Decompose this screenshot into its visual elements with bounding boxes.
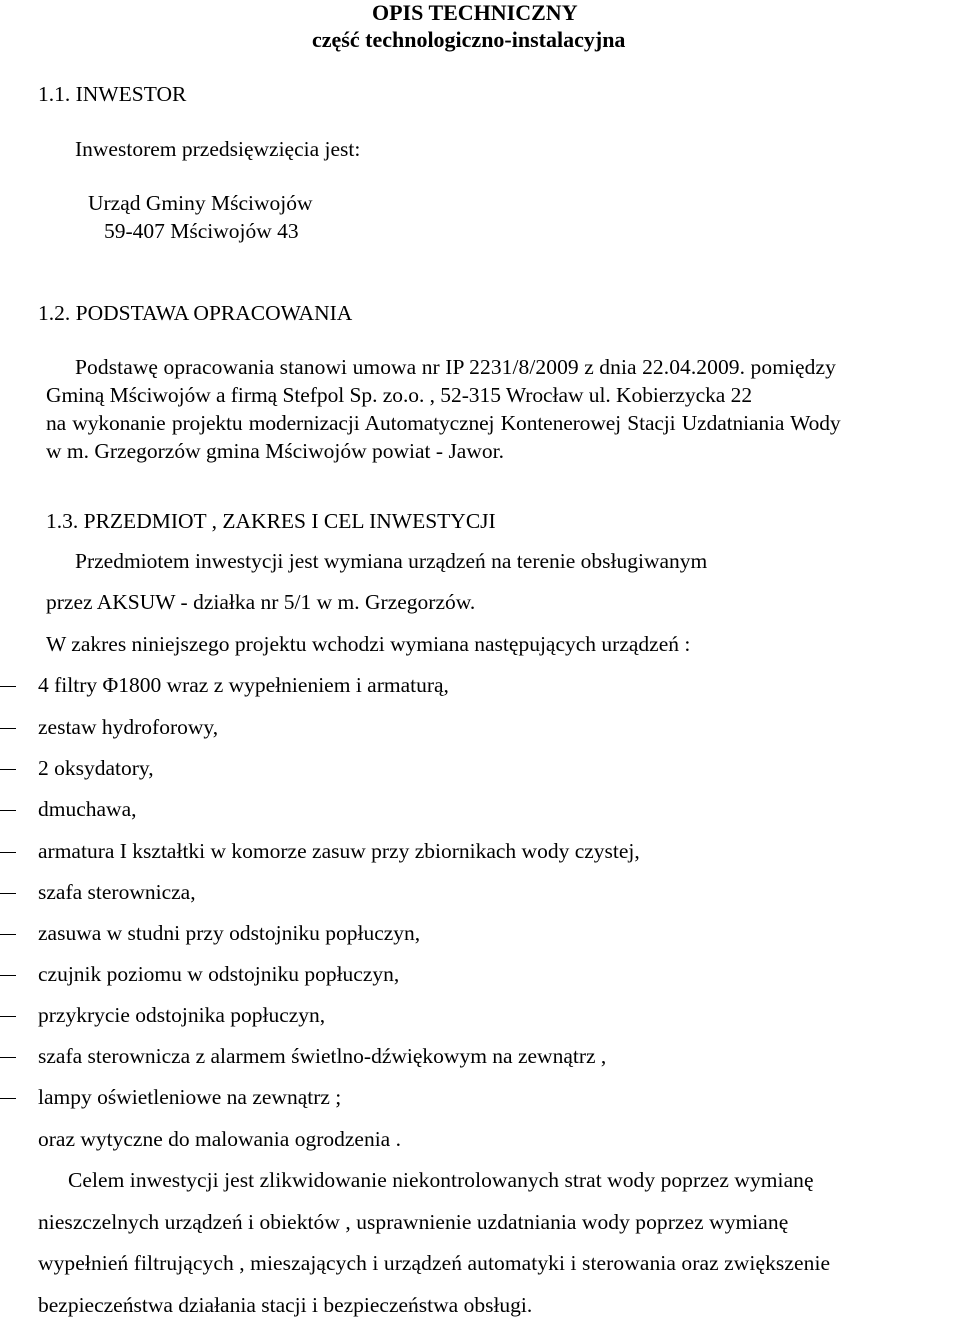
list-item-text: lampy oświetleniowe na zewnątrz ; [38, 1085, 342, 1109]
goal-line-4: bezpieczeństwa działania stacji i bezpieczeństwa obsługi. [38, 1293, 533, 1317]
investor-address-line2: 59-407 Mściwojów 43 [104, 219, 299, 243]
scope-line-2: przez AKSUW - działka nr 5/1 w m. Grzegorzów. [46, 590, 476, 614]
list-dash [0, 1098, 16, 1099]
list-dash [0, 975, 16, 976]
scope-extra-line: oraz wytyczne do malowania ogrodzenia . [38, 1127, 401, 1151]
investor-address-line1: Urząd Gminy Mściwojów [88, 191, 313, 215]
section-heading-investor: 1.1. INWESTOR [38, 82, 187, 106]
list-item-text: szafa sterownicza, [38, 880, 196, 904]
list-item-text: zasuwa w studni przy odstojniku popłuczyn, [38, 921, 421, 945]
list-item-text: zestaw hydroforowy, [38, 715, 219, 739]
section-heading-basis: 1.2. PODSTAWA OPRACOWANIA [38, 301, 353, 325]
list-item-text: 2 oksydatory, [38, 756, 154, 780]
list-item-text: dmuchawa, [38, 797, 137, 821]
basis-line-3: na wykonanie projektu modernizacji Automatycznej Kontenerowej Stacji Uzdatniania Wody [46, 411, 841, 435]
scope-intro: W zakres niniejszego projektu wchodzi wymiana następujących urządzeń : [46, 632, 691, 656]
basis-line-1: Podstawę opracowania stanowi umowa nr IP 2231/8/2009 z dnia 22.04.2009. pomiędzy [75, 355, 836, 379]
list-item-text: przykrycie odstojnika popłuczyn, [38, 1003, 326, 1027]
list-dash [0, 686, 16, 687]
document-title: OPIS TECHNICZNY [372, 0, 578, 25]
goal-line-1: Celem inwestycji jest zlikwidowanie niekontrolowanych strat wody poprzez wymianę [68, 1168, 814, 1192]
basis-line-2: Gminą Mściwojów a firmą Stefpol Sp. zo.o. , 52-315 Wrocław ul. Kobierzycka 22 [46, 383, 753, 407]
goal-line-3: wypełnień filtrujących , mieszających i urządzeń automatyki i sterowania oraz zwiększenie [38, 1251, 831, 1275]
list-item-text: 4 filtry Φ1800 wraz z wypełnieniem i armaturą, [38, 673, 449, 697]
list-dash [0, 769, 16, 770]
basis-line-4: w m. Grzegorzów gmina Mściwojów powiat - Jawor. [46, 439, 504, 463]
investor-intro: Inwestorem przedsięwzięcia jest: [75, 137, 361, 161]
section-heading-scope: 1.3. PRZEDMIOT , ZAKRES I CEL INWESTYCJI [46, 509, 496, 533]
scope-line-1: Przedmiotem inwestycji jest wymiana urządzeń na terenie obsługiwanym [75, 549, 708, 573]
list-item-text: armatura I kształtki w komorze zasuw przy zbiornikach wody czystej, [38, 839, 640, 863]
goal-line-2: nieszczelnych urządzeń i obiektów , usprawnienie uzdatniania wody poprzez wymianę [38, 1210, 789, 1234]
list-dash [0, 1057, 16, 1058]
document-subtitle: część technologiczno-instalacyjna [312, 27, 626, 52]
list-item-text: czujnik poziomu w odstojniku popłuczyn, [38, 962, 400, 986]
list-dash [0, 852, 16, 853]
list-dash [0, 1016, 16, 1017]
list-item-text: szafa sterownicza z alarmem świetlno-dźwiękowym na zewnątrz , [38, 1044, 607, 1068]
list-dash [0, 728, 16, 729]
list-dash [0, 810, 16, 811]
list-dash [0, 893, 16, 894]
list-dash [0, 934, 16, 935]
